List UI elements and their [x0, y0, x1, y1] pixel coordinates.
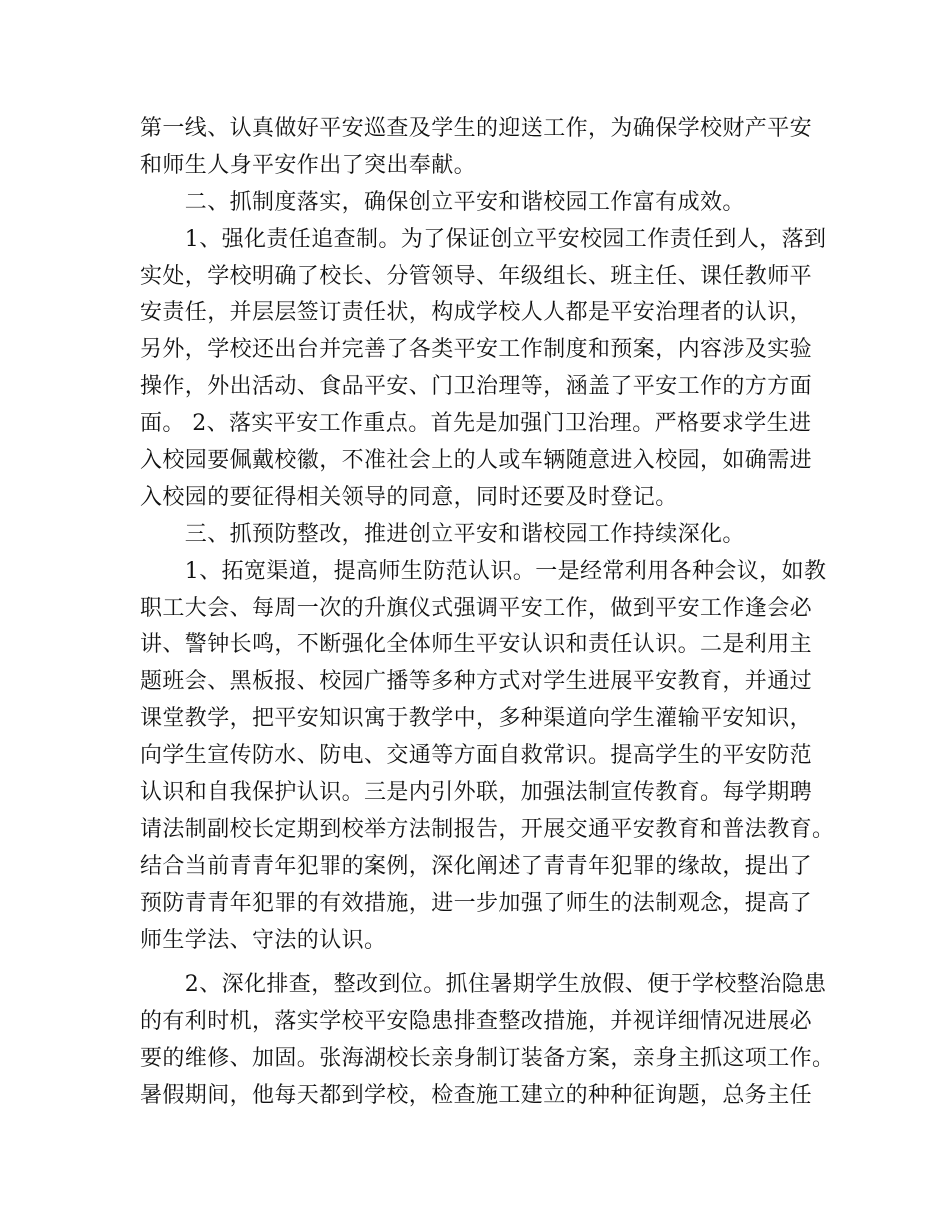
text-line: 三、抓预防整改，推进创立平安和谐校园工作持续深化。 [140, 521, 745, 547]
text-line: 1、强化责任追查制。为了保证创立平安校园工作责任到人，落到 [140, 226, 827, 252]
text-line: 二、抓制度落实，确保创立平安和谐校园工作富有成效。 [140, 189, 745, 215]
text-line: 另外，学校还出台并完善了各类平安工作制度和预案，内容涉及实验 [140, 337, 813, 363]
text-line: 认识和自我保护认识。三是内引外联，加强法制宣传教育。每学期聘 [140, 780, 813, 806]
text-line: 入校园要佩戴校徽，不准社会上的人或车辆随意进入校园，如确需进 [140, 448, 813, 474]
text-line: 和师生人身平安作出了突出奉献。 [140, 152, 477, 178]
text-line: 向学生宣传防水、防电、交通等方面自救常识。提高学生的平安防范 [140, 743, 813, 769]
text-line: 安责任，并层层签订责任状，构成学校人人都是平安治理者的认识， [140, 300, 813, 326]
text-line: 1、拓宽渠道，提高师生防范认识。一是经常利用各种会议，如教 [140, 558, 827, 584]
text-line: 的有利时机，落实学校平安隐患排查整改措施，并视详细情况进展必 [140, 1009, 813, 1035]
text-line: 第一线、认真做好平安巡查及学生的迎送工作，为确保学校财产平安 [140, 116, 813, 141]
body-text [140, 111, 835, 1115]
text-line: 请法制副校长定期到校举方法制报告，开展交通平安教育和普法教育。 [140, 816, 835, 842]
text-line: 师生学法、守法的认识。 [140, 927, 387, 953]
text-line: 讲、警钟长鸣，不断强化全体师生平安认识和责任认识。二是利用主 [140, 632, 813, 658]
text-line: 结合当前青青年犯罪的案例，深化阐述了青青年犯罪的缘故，提出了 [140, 853, 813, 879]
text-line: 操作，外出活动、食品平安、门卫治理等，涵盖了平安工作的方方面 [140, 374, 813, 400]
text-line: 面。 2、落实平安工作重点。首先是加强门卫治理。严格要求学生进 [140, 411, 812, 437]
text-line: 预防青青年犯罪的有效措施，进一步加强了师生的法制观念，提高了 [140, 890, 813, 916]
text-line: 暑假期间，他每天都到学校，检查施工建立的种种征询题，总务主任 [140, 1083, 813, 1109]
text-line: 2、深化排查，整改到位。抓住暑期学生放假、便于学校整治隐患 [140, 972, 827, 998]
text-line: 题班会、黑板报、校园广播等多种方式对学生进展平安教育，并通过 [140, 669, 813, 695]
text-line: 课堂教学，把平安知识寓于教学中，多种渠道向学生灌输平安知识， [140, 706, 813, 732]
text-line: 入校园的要征得相关领导的同意，同时还要及时登记。 [140, 484, 678, 510]
text-line: 要的维修、加固。张海湖校长亲身制订装备方案，亲身主抓这项工作。 [140, 1046, 835, 1072]
text-line: 实处，学校明确了校长、分管领导、年级组长、班主任、课任教师平 [140, 263, 813, 289]
text-line: 职工大会、每周一次的升旗仪式强调平安工作，做到平安工作逢会必 [140, 595, 813, 621]
